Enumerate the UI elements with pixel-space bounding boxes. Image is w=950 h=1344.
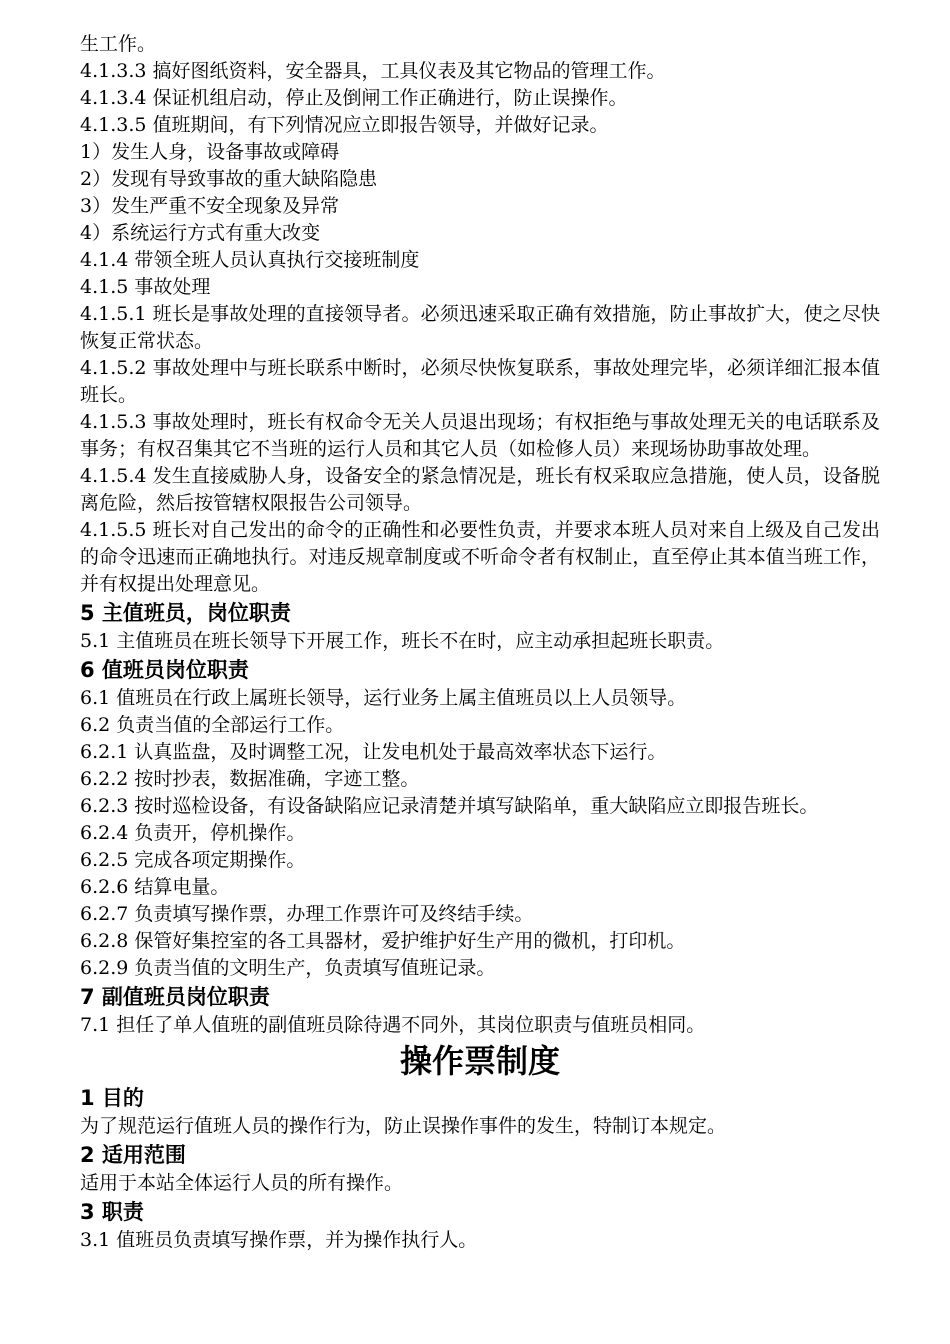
clause-6-2: 6.2 负责当值的全部运行工作。 bbox=[80, 714, 345, 736]
clause-4-1-5: 4.1.5 事故处理 bbox=[80, 276, 211, 298]
list-item: 2）发现有导致事故的重大缺陷隐患 bbox=[80, 168, 378, 190]
clause-6-2-4: 6.2.4 负责开，停机操作。 bbox=[80, 822, 306, 844]
clause-6-1: 6.1 值班员在行政上属班长领导，运行业务上属主值班员以上人员领导。 bbox=[80, 687, 687, 709]
document-title: 操作票制度 bbox=[399, 1042, 560, 1080]
clause-3-1: 3.1 值班员负责填写操作票，并为操作执行人。 bbox=[80, 1229, 478, 1251]
clause-4-1-3-3: 4.1.3.3 搞好图纸资料，安全器具，工具仪表及其它物品的管理工作。 bbox=[80, 60, 666, 82]
clause-4-1-3-4: 4.1.3.4 保证机组启动，停止及倒闸工作正确进行，防止误操作。 bbox=[80, 87, 628, 109]
clause-6-2-9: 6.2.9 负责当值的文明生产，负责填写值班记录。 bbox=[80, 957, 496, 979]
list-item: 1）发生人身，设备事故或障碍 bbox=[80, 141, 340, 163]
clause-6-2-7: 6.2.7 负责填写操作票，办理工作票许可及终结手续。 bbox=[80, 903, 534, 925]
clause-6-2-2: 6.2.2 按时抄表，数据准确，字迹工整。 bbox=[80, 768, 420, 790]
scope-text: 适用于本站全体运行人员的所有操作。 bbox=[80, 1172, 404, 1194]
section-heading-3: 3 职责 bbox=[80, 1200, 144, 1224]
clause-4-1-4: 4.1.4 带领全班人员认真执行交接班制度 bbox=[80, 249, 420, 271]
section-heading-1: 1 目的 bbox=[80, 1086, 144, 1110]
clause-7-1: 7.1 担任了单人值班的副值班员除待遇不同外，其岗位职责与值班员相同。 bbox=[80, 1014, 706, 1036]
section-heading-5: 5 主值班员，岗位职责 bbox=[80, 601, 291, 625]
paragraph: 生工作。 bbox=[80, 33, 157, 55]
clause-4-1-5-4: 4.1.5.4 发生直接威胁人身，设备安全的紧急情况是，班长有权采取应急措施，使人员，设备脱离危险，然后按管辖权限报告公司领导。 bbox=[80, 465, 880, 514]
clause-5-1: 5.1 主值班员在班长领导下开展工作，班长不在时，应主动承担起班长职责。 bbox=[80, 630, 725, 652]
clause-4-1-5-1: 4.1.5.1 班长是事故处理的直接领导者。必须迅速采取正确有效措施，防止事故扩大，使之尽快恢复正常状态。 bbox=[80, 303, 880, 352]
list-item: 4）系统运行方式有重大改变 bbox=[80, 222, 321, 244]
clause-4-1-5-2: 4.1.5.2 事故处理中与班长联系中断时，必须尽快恢复联系，事故处理完毕，必须详细汇报本值班长。 bbox=[80, 357, 880, 406]
clause-6-2-5: 6.2.5 完成各项定期操作。 bbox=[80, 849, 306, 871]
section-heading-6: 6 值班员岗位职责 bbox=[80, 658, 249, 682]
clause-6-2-6: 6.2.6 结算电量。 bbox=[80, 876, 230, 898]
clause-4-1-3-5: 4.1.3.5 值班期间，有下列情况应立即报告领导，并做好记录。 bbox=[80, 114, 609, 136]
document-page bbox=[80, 31, 880, 1254]
section-heading-2: 2 适用范围 bbox=[80, 1143, 186, 1167]
clause-6-2-8: 6.2.8 保管好集控室的各工具器材，爱护维护好生产用的微机，打印机。 bbox=[80, 930, 686, 952]
section-heading-7: 7 副值班员岗位职责 bbox=[80, 985, 270, 1009]
list-item: 3）发生严重不安全现象及异常 bbox=[80, 195, 340, 217]
clause-6-2-3: 6.2.3 按时巡检设备，有设备缺陷应记录清楚并填写缺陷单，重大缺陷应立即报告班长。 bbox=[80, 795, 819, 817]
purpose-text: 为了规范运行值班人员的操作行为，防止误操作事件的发生，特制订本规定。 bbox=[80, 1115, 727, 1137]
clause-4-1-5-5: 4.1.5.5 班长对自己发出的命令的正确性和必要性负责，并要求本班人员对来自上级及自己发出的命令迅速而正确地执行。对违反规章制度或不听命令者有权制止，直至停止其本值当班工作，并有权提出处理意见。 bbox=[80, 519, 880, 595]
clause-4-1-5-3: 4.1.5.3 事故处理时，班长有权命令无关人员退出现场；有权拒绝与事故处理无关的电话联系及事务；有权召集其它不当班的运行人员和其它人员（如检修人员）来现场协助事故处理。 bbox=[80, 411, 880, 460]
clause-6-2-1: 6.2.1 认真监盘，及时调整工况，让发电机处于最高效率状态下运行。 bbox=[80, 741, 667, 763]
